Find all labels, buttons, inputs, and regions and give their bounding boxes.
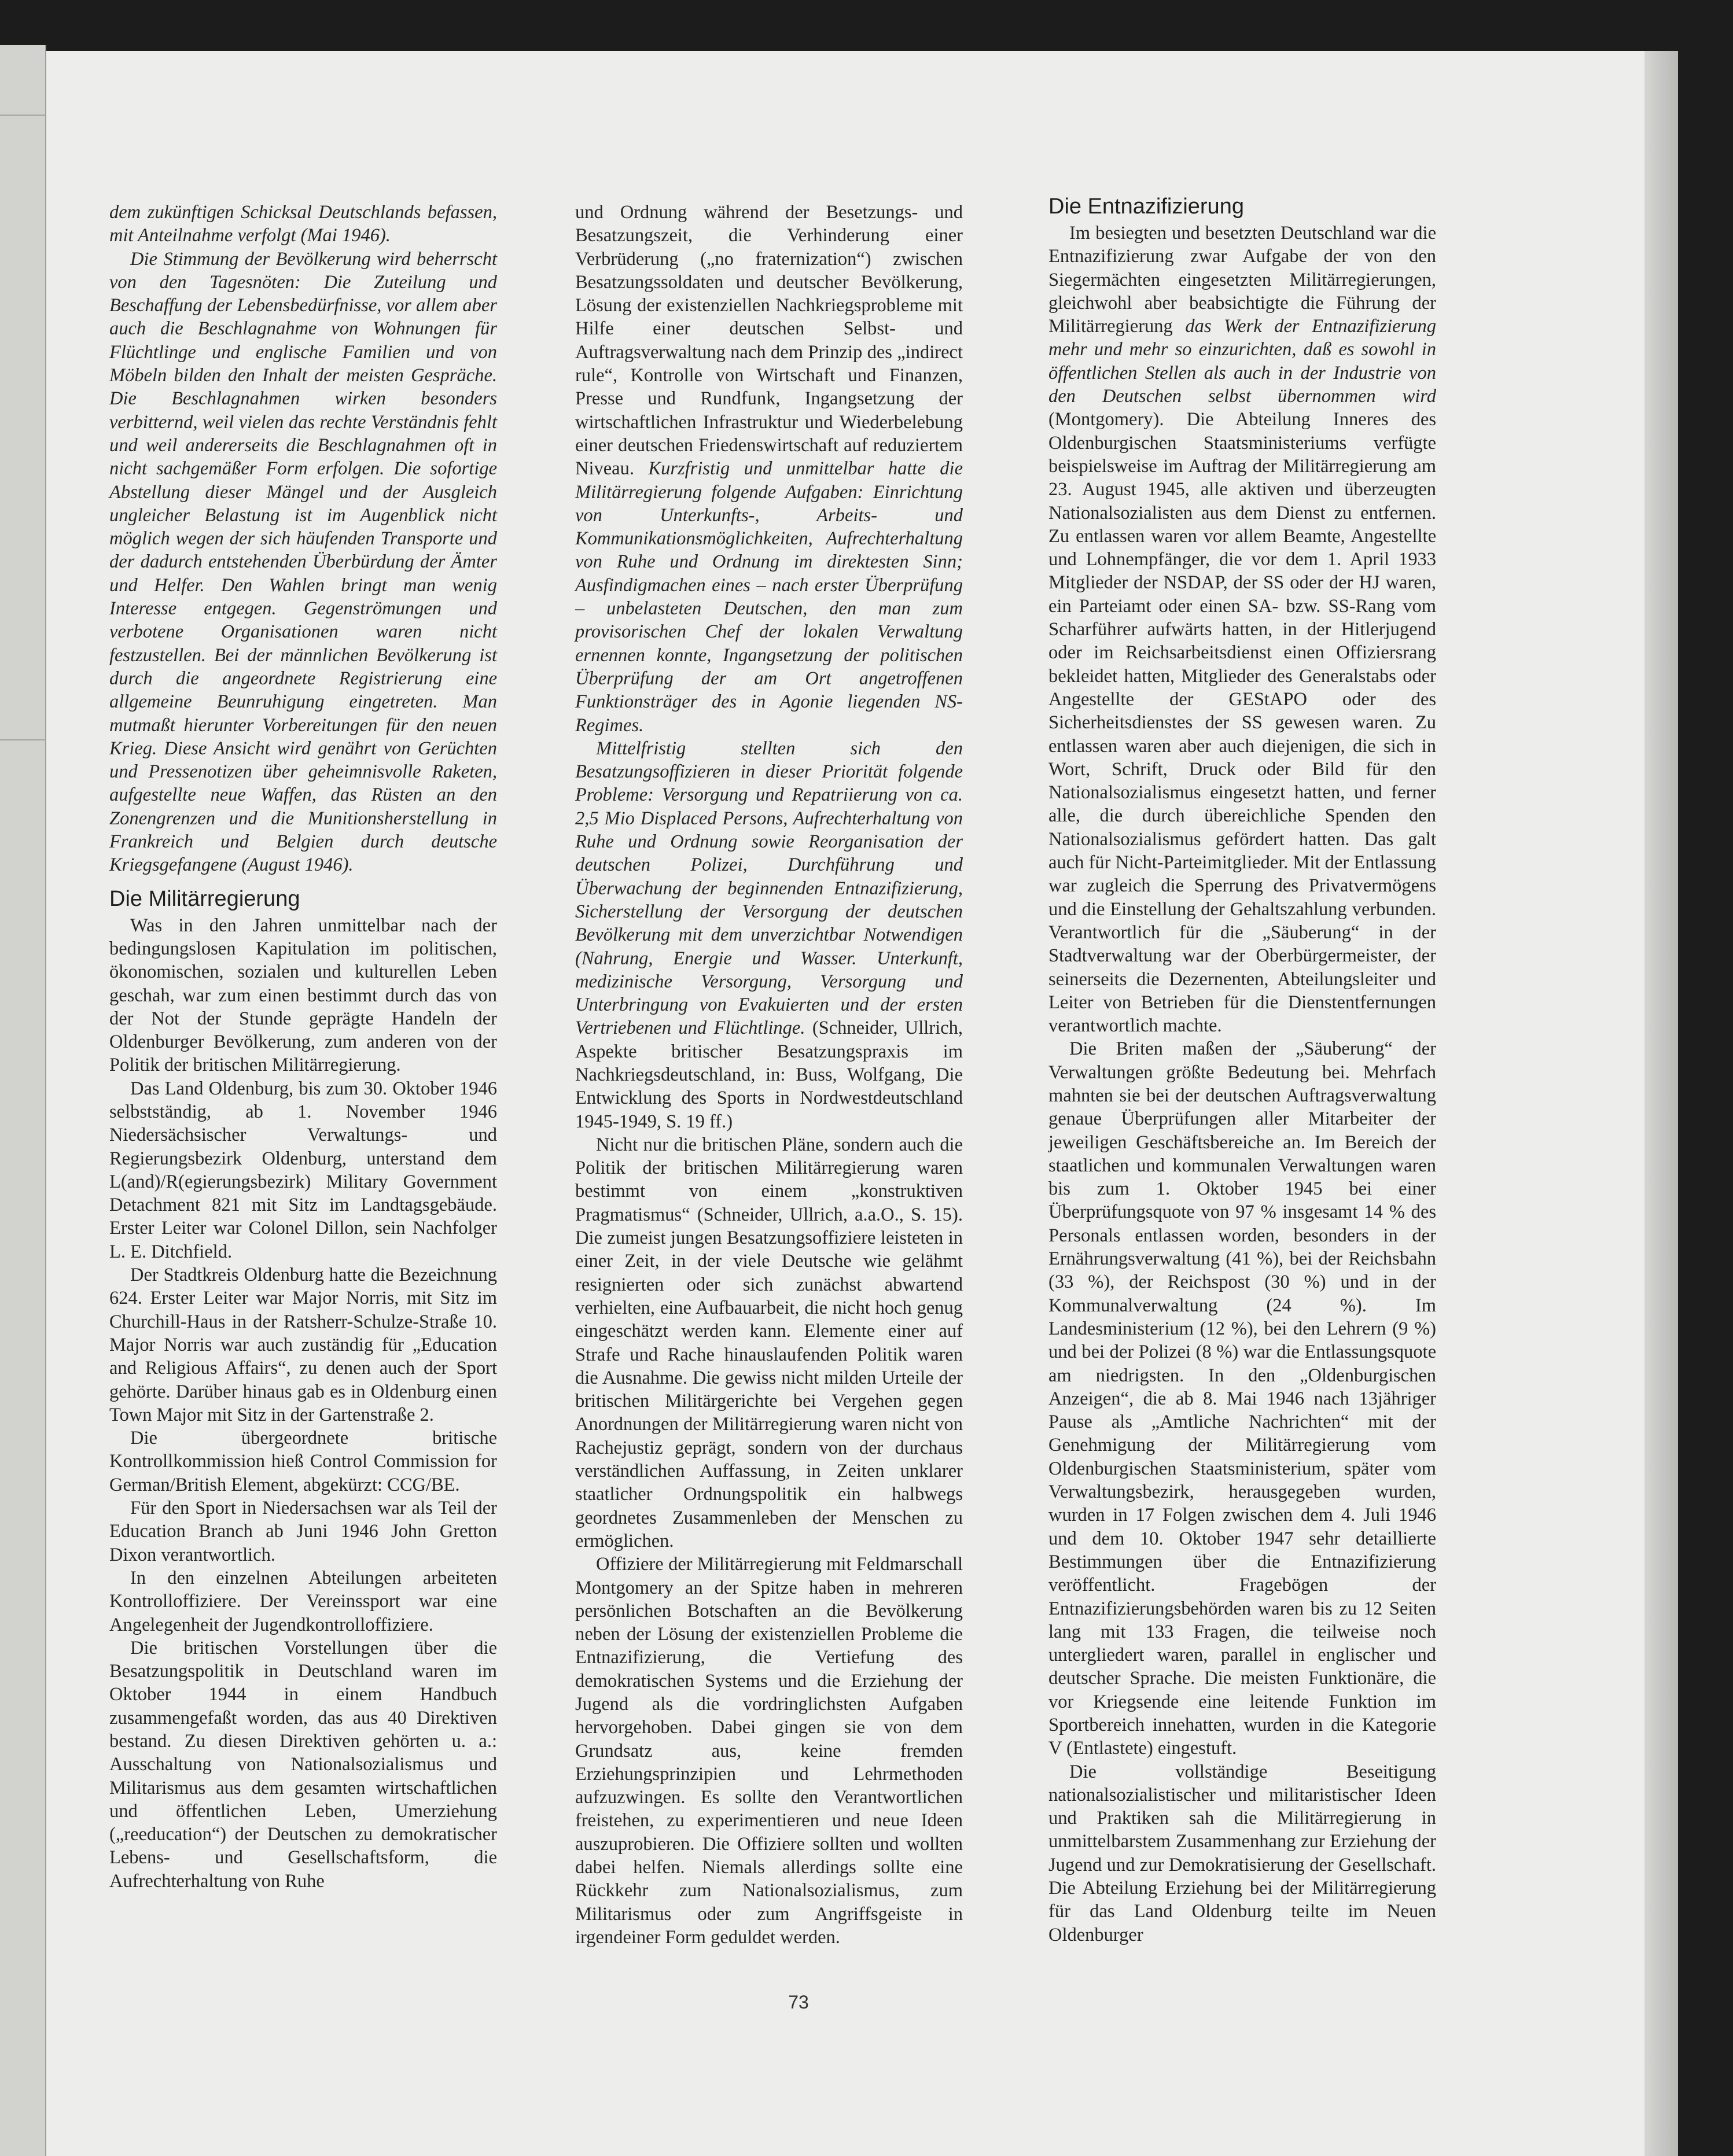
body-paragraph (575, 737, 963, 1133)
body-paragraph: Was in den Jahren unmittelbar nach der bedingungslosen Kapitulation im politischen, ökonomischen, sozialen und kulturellen Leben geschah, war zum einen bestimmt durch das von der Not der Stunde geprägte Handeln der Oldenburger Bevölkerung, zum anderen von der Politik der britischen Militärregierung. (109, 915, 497, 1076)
citation-text: (Schneider, Ullrich, Aspekte britischer Besatzungspraxis im Nachkriegsdeutschland, in: Buss, Wolfgang, Die Entwicklung des Sports in Nordwestdeutschland 1945-1949, S. 19 ff.) (575, 1018, 963, 1132)
body-paragraph (575, 201, 963, 737)
body-paragraph: In den einzelnen Abteilungen arbeiteten Kontrolloffiziere. Der Vereinssport war eine Angelegenheit der Jugendkontrolloffiziere. (109, 1567, 497, 1635)
body-paragraph (1048, 222, 1436, 1037)
body-text: Im besiegten und besetzten Deutschland war die Entnazifizierung zwar Aufgabe der von den Siegermächten eingesetzten Militärregierungen, gleichwohl aber beabsichtigte die Führung der Militärregierung (1048, 223, 1436, 337)
body-paragraph: Offiziere der Militärregierung mit Feldmarschall Montgomery an der Spitze haben in mehreren persönlichen Botschaften an die Bevölkerung neben der Lösung der existenziellen Probleme die Entnazifizierung, die Vertiefung des demokratischen Systems und die Erziehung der Jugend als die vordringlichsten Aufgaben hervorgehoben. Dabei gingen sie von dem Grundsatz aus, keine fremden Erziehungsprinzipien und Lehrmethoden aufzuzwingen. Es sollte den Verantwortlichen freistehen, zu experimentieren und neue Ideen auszuprobieren. Die Offiziere sollten und wollten dabei helfen. Niemals allerdings sollte eine Rückkehr zum Nationalsozialismus, zum Militarismus oder zum Angriffsgeiste in irgendeiner Form geduldet werden. (575, 1554, 963, 1948)
text-column-left (109, 201, 497, 1893)
body-paragraph: Die britischen Vorstellungen über die Besatzungspolitik in Deutschland waren im Oktober 1944 in einem Handbuch zusammengefaßt worden, das aus 40 Direktiven bestand. Zu diesen Direktiven gehörten u. a.: Ausschaltung von Nationalsozialismus und Militarismus aus dem gesamten wirtschaftlichen und öffentlichen Leben, Umerziehung („reeducation“) der Deutschen zu demokratischer Lebens- und Gesellschaftsform, die Aufrechterhaltung von Ruhe (109, 1637, 497, 1892)
text-column-middle (575, 201, 963, 1949)
body-text: (Montgomery). Die Abteilung Inneres des Oldenburgischen Staatsministeriums verfügte beispielsweise im Auftrag der Militärregierung am 23. August 1945, alle aktiven und überzeugten Nationalsozialisten aus dem Dienst zu entfernen. Zu entlassen waren vor allem Beamte, Angestellte und Lohnempfänger, die vor dem 1. April 1933 Mitglieder der NSDAP, der SS oder der HJ waren, ein Parteiamt oder einen SA- bzw. SS-Rang vom Scharführer aufwärts hatten, in der Hitlerjugend oder im Reichsarbeitsdienst einen Offiziersrang bekleidet hatten, Mitglieder des Generalstabs oder Angestellte der GEStAPO oder des Sicherheitsdienstes der SS gewesen waren. Zu entlassen waren aber auch diejenigen, die sich in Wort, Schrift, Druck oder Bild für den Nationalsozialismus eingesetzt hatten, und ferner alle, die durch übereichliche Spenden den Nationalsozialismus gefördert hatten. Das galt auch für Nicht-Parteimitglieder. Mit der Entlassung war zugleich die Sperrung des Privatvermögens und die Einstellung der Gehaltszahlung verbunden. Verantwortlich für die „Säuberung“ in der Stadtverwaltung war der Oberbürgermeister, der seinerseits die Dezernenten, Abteilungsleiter und Leiter von Betrieben für die Dienstentfernungen verantwortlich machte. (1048, 409, 1436, 1037)
section-heading: Die Militärregierung (109, 886, 300, 911)
page-fore-edge (1644, 51, 1678, 2156)
italic-quote: Mittelfristig stellten sich den Besatzungsoffizieren in dieser Priorität folgende Probleme: Versorgung und Repatriierung von ca. 2,5 Mio Displaced Persons, Aufrechterhaltung von Ruhe und Ordnung sowie Reorganisation der deutschen Polizei, Durchführung und Überwachung der beginnenden Entnazifizierung, Sicherstellung der Versorgung der deutschen Bevölkerung mit dem unverzichtbar Notwendigen (Nahrung, Energie und Wasser. Unterkunft, medizinische Versorgung, Versorgung und Unterbringung von Evakuierten und der ersten Vertriebenen und Flüchtlinge. (575, 738, 963, 1039)
text-column-right (1048, 193, 1436, 1947)
body-text: und Ordnung während der Besetzungs- und Besatzungszeit, die Verhinderung einer Verbrüderung („no fraternization“) zwischen Besatzungssoldaten und deutscher Bevölkerung, Lösung der existenziellen Nachkriegsprobleme mit Hilfe einer deutschen Selbst- und Auftragsverwaltung nach dem Prinzip des „indirect rule“, Kontrolle von Wirtschaft und Finanzen, Presse und Rundfunk, Ingangsetzung der wirtschaftlichen Infrastruktur und Wiederbelebung einer deutschen Friedenswirtschaft auf reduziertem Niveau. (575, 202, 963, 480)
italic-quote: Kurzfristig und unmittelbar hatte die Militärregierung folgende Aufgaben: Einrichtung von Unterkunfts-, Arbeits- und Kommunikationsmöglichkeiten, Aufrechterhaltung von Ruhe und Ordnung im direktesten Sinn; Ausfindigmachen eines – nach erster Überprüfung – unbelasteten Deutschen, den man zum provisorischen Chef der lokalen Verwaltung ernennen konnte, Ingangsetzung der politischen Überprüfung der am Ort angetroffenen Funktionsträger des in Agonie liegenden NS-Regimes. (575, 458, 963, 736)
page-number: 73 (788, 1992, 809, 2013)
body-paragraph: Die Briten maßen der „Säuberung“ der Verwaltungen größte Bedeutung bei. Mehrfach mahnten sie bei der deutschen Auftragsverwaltung genaue Überprüfungen aller Mitarbeiter der jeweiligen Geschäftsbereiche an. Im Bereich der staatlichen und kommunalen Verwaltungen waren bis zum 1. Oktober 1945 bei einer Überprüfungsquote von 97 % insgesamt 14 % des Personals entlassen worden, besonders in der Ernährungsverwaltung (41 %), bei der Reichsbahn (33 %), der Reichspost (30 %) und in der Kommunalverwaltung (24 %). Im Landesministerium (12 %), bei den Lehrern (9 %) und bei der Polizei (8 %) war die Entlassungsquote am niedrigsten. In den „Oldenburgischen Anzeigen“, die ab 8. Mai 1946 nach 13jähriger Pause als „Amtliche Nachrichten“ mit der Genehmigung der Militärregierung vom Oldenburgischen Staatsministerium, später vom Verwaltungsbezirk, herausgegeben wurden, wurden in 17 Folgen zwischen dem 4. Juli 1946 und dem 10. Oktober 1947 sehr detaillierte Bestimmungen über die Entnazifizierung veröffentlicht. Fragebögen der Entnazifizierungsbehörden waren bis zu 12 Seiten lang mit 133 Fragen, die teilweise noch untergliedert waren, parallel in englischer und deutscher Sprache. Die meisten Funktionäre, die vor Kriegsende eine leitende Funktion im Sportbereich innehatten, wurden in die Kategorie V (Entlastete) eingestuft. (1048, 1038, 1436, 1759)
italic-quote: Die Stimmung der Bevölkerung wird beherrscht von den Tagesnöten: Die Zuteilung und Beschaffung der Lebensbedürfnisse, vor allem aber auch die Beschlagnahme von Wohnungen für Flüchtlinge und englische Familien und von Möbeln bilden den Inhalt der meisten Gespräche. Die Beschlagnahmen wirken besonders verbitternd, weil vielen das rechte Verständnis fehlt und weil andererseits die Beschlagnahmen oft in nicht sachgemäßer Form erfolgen. Die sofortige Abstellung dieser Mängel und der Ausgleich ungleicher Belastung ist im Augenblick nicht möglich wegen der sich häufenden Transporte und der dadurch entstehenden Überbürdung der Ämter und Helfer. Den Wahlen bringt man wenig Interesse entgegen. Gegenströmungen und verbotene Organisationen waren nicht festzustellen. Bei der männlichen Bevölkerung ist durch die angeordnete Registrierung eine allgemeine Beunruhigung eingetreten. Man mutmaßt hierunter Vorbereitungen für den neuen Krieg. Diese Ansicht wird genährt von Gerüchten und Pressenotizen über geheimnisvolle Raketen, aufgestellte neue Waffen, das Rüsten an den Zonengrenzen und die Munitionsherstellung in Frankreich und Belgien durch deutsche Kriegsgefangene (August 1946). (109, 248, 497, 876)
body-paragraph: Der Stadtkreis Oldenburg hatte die Bezeichnung 624. Erster Leiter war Major Norris, mit Sitz im Churchill-Haus in der Ratsherr-Schulze-Straße 10. Major Norris war auch zuständig für „Education and Religious Affairs“, zu denen auch der Sport gehörte. Darüber hinaus gab es in Oldenburg einen Town Major mit Sitz in der Gartenstraße 2. (109, 1265, 497, 1425)
body-paragraph: Das Land Oldenburg, bis zum 30. Oktober 1946 selbstständig, ab 1. November 1946 Niedersächsischer Verwaltungs- und Regierungsbezirk Oldenburg, unterstand dem L(and)/R(egierungsbezirk) Military Government Detachment 821 mit Sitz im Landtagsgebäude. Erster Leiter war Colonel Dillon, sein Nachfolger L. E. Ditchfield. (109, 1078, 497, 1262)
body-paragraph: Nicht nur die britischen Pläne, sondern auch die Politik der britischen Militärregierung waren bestimmt von einem „konstruktiven Pragmatismus“ (Schneider, Ullrich, a.a.O., S. 15). Die zumeist jungen Besatzungsoffiziere leisteten in einer Zeit, in der viele Deutsche wie gelähmt resignierten oder sich zunächst abwartend verhielten, eine Aufbauarbeit, die nicht hoch genug eingeschätzt werden kann. Elemente einer auf Strafe und Rache hinauslaufenden Politik waren die Ausnahme. Die gewiss nicht milden Urteile der britischen Militärgerichte bei Vergehen gegen Anordnungen der Militärregierung waren nicht von Rachejustiz geprägt, sondern von der durchaus verständlichen Auffassung, in Zeiten unklarer staatlicher Ordnungspolitik ein halbwegs geordnetes Zusammenleben der Menschen zu ermöglichen. (575, 1134, 963, 1551)
section-heading: Die Entnazifizierung (1048, 194, 1244, 219)
body-paragraph: Für den Sport in Niedersachsen war als Teil der Education Branch ab Juni 1946 John Gretton Dixon verantwortlich. (109, 1498, 497, 1565)
body-paragraph: Die übergeordnete britische Kontrollkommission hieß Control Commission for German/British Element, abgekürzt: CCG/BE. (109, 1428, 497, 1495)
facing-page-edge (0, 45, 46, 2156)
italic-quote: dem zukünftigen Schicksal Deutschlands befassen, mit Anteilnahme verfolgt (Mai 1946). (109, 202, 497, 246)
italic-quote: das Werk der Entnazifizierung mehr und mehr so einzurichten, daß es sowohl in öffentlichen Stellen als auch in der Industrie von den Deutschen selbst übernommen wird (1048, 316, 1436, 407)
body-paragraph: Die vollständige Beseitigung nationalsozialistischer und militaristischer Ideen und Praktiken sah die Militärregierung in unmittelbarstem Zusammenhang zur Erziehung der Jugend und zur Demokratisierung der Gesellschaft. Die Abteilung Erziehung bei der Militärregierung für das Land Oldenburg teilte im Neuen Oldenburger (1048, 1761, 1436, 1945)
